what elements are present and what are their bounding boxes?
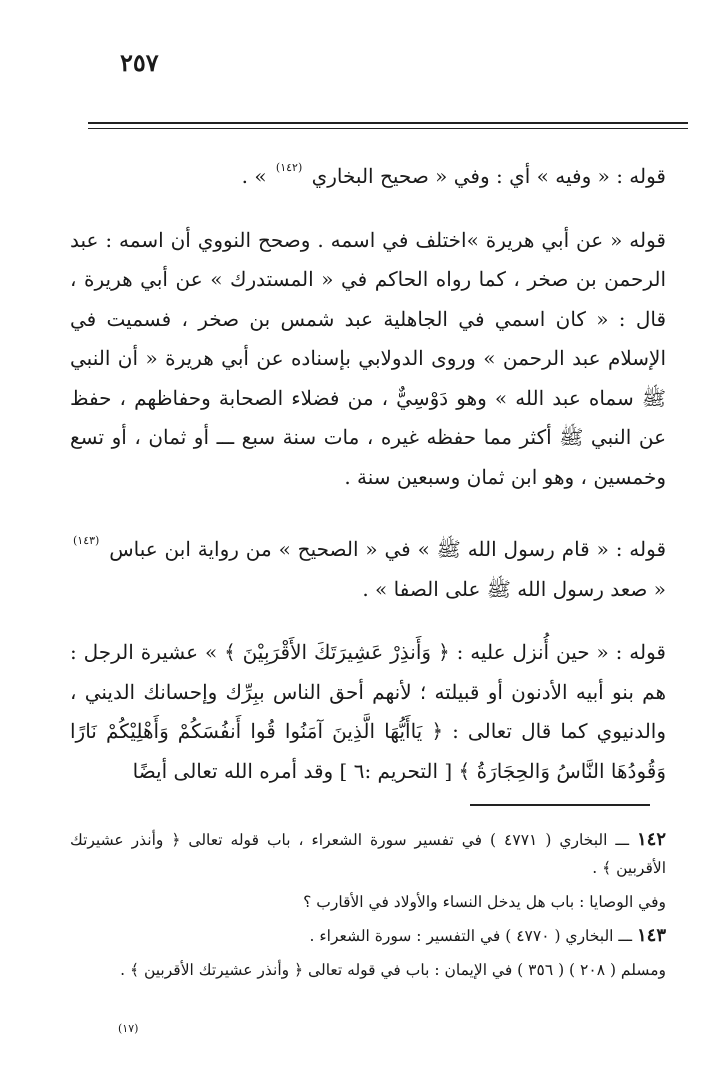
footnote-143 (70, 922, 666, 950)
paragraph-3-text: قوله : « قام رسول الله ﷺ » في « الصحيح » من رواية ابن عباس (109, 537, 667, 561)
paragraph-2: قوله « عن أبي هريرة »اختلف في اسمه . وصحح النووي أن اسمه : عبد الرحمن بن صخر ، كما رواه الحاكم في « المستدرك » عن أبي هريرة ، قال : « كان اسمي في الجاهلية عبد شمس بن صخر ، فسميت في الإسلام عبد الرحمن » وروى الدولابي بإسناده عن أبي هريرة « أن النبي ﷺ سماه عبد الله » وهو دَوْسِيٌّ ، من فضلاء الصحابة وحفاظهم ، حفظ عن النبي ﷺ أكثر مما حفظه غيره ، مات سنة سبع ـــ أو ثمان ، أو تسع وخمسين ، وهو ابن ثمان وسبعين سنة . (70, 227, 666, 489)
page-number: ٢٥٧ (120, 48, 159, 77)
paragraph-3 (70, 521, 666, 609)
footnote-ref-142[interactable]: (١٤٢) (275, 161, 303, 174)
footnote-number: ١٤٣ (636, 925, 666, 946)
header-rule (88, 122, 688, 124)
header-rule-thin (88, 128, 688, 129)
paragraph-1 (70, 148, 666, 197)
main-text (70, 148, 666, 791)
footnote-text: ـــ البخاري ( ٤٧٧١ ) في تفسير سورة الشعراء ، باب قوله تعالى ﴿ وأنذر عشيرتك الأقربين ﴾ . (70, 831, 666, 877)
footnote-text: ومسلم ( ٢٠٨ ) ( ٣٥٦ ) في الإيمان : باب في قوله تعالى ﴿ وأنذر عشيرتك الأقربين ﴾ . (120, 961, 666, 979)
footnote-number: ١٤٢ (636, 829, 666, 850)
footnote-divider (470, 804, 650, 806)
paragraph-3-tail: « صعد رسول الله ﷺ على الصفا » . (362, 576, 666, 601)
footnote-142 (70, 826, 666, 882)
footnote-142-cont (70, 888, 666, 916)
footnote-text: وفي الوصايا : باب هل يدخل النساء والأولاد في الأقارب ؟ (303, 893, 666, 911)
paragraph-1-tail: » . (241, 164, 267, 188)
footnotes (70, 826, 666, 990)
paragraph-1-text: قوله : « وفيه » أي : وفي « صحيح البخاري (311, 164, 666, 188)
footnote-text: ـــ البخاري ( ٤٧٧٠ ) في التفسير : سورة الشعراء . (309, 927, 633, 945)
bottom-page-marker: (١٧) (118, 1022, 139, 1035)
footnote-ref-143[interactable]: (١٤٣) (73, 534, 100, 547)
footnote-143-cont (70, 956, 666, 984)
paragraph-4: قوله : « حين أُنزل عليه : ﴿ وَأَنذِرْ عَشِيرَتَكَ الأَقْرَبِيْنَ ﴾ » عشيرة الرجل : هم بنو أبيه الأدنون أو قبيلته ؛ لأنهم أحق الناس ببِرِّك وإحسانك الديني ، والدنيوي كما قال تعالى : ﴿ يَاأَيُّهَا الَّذِينَ آمَنُوا قُوا أَنفُسَكُمْ وَأَهْلِيْكُمْ نَارًا وَقُودُهَا النَّاسُ وَالحِجَارَةُ ﴾ [ التحريم :٦ ] وقد أمره الله تعالى أيضًا (70, 640, 666, 783)
